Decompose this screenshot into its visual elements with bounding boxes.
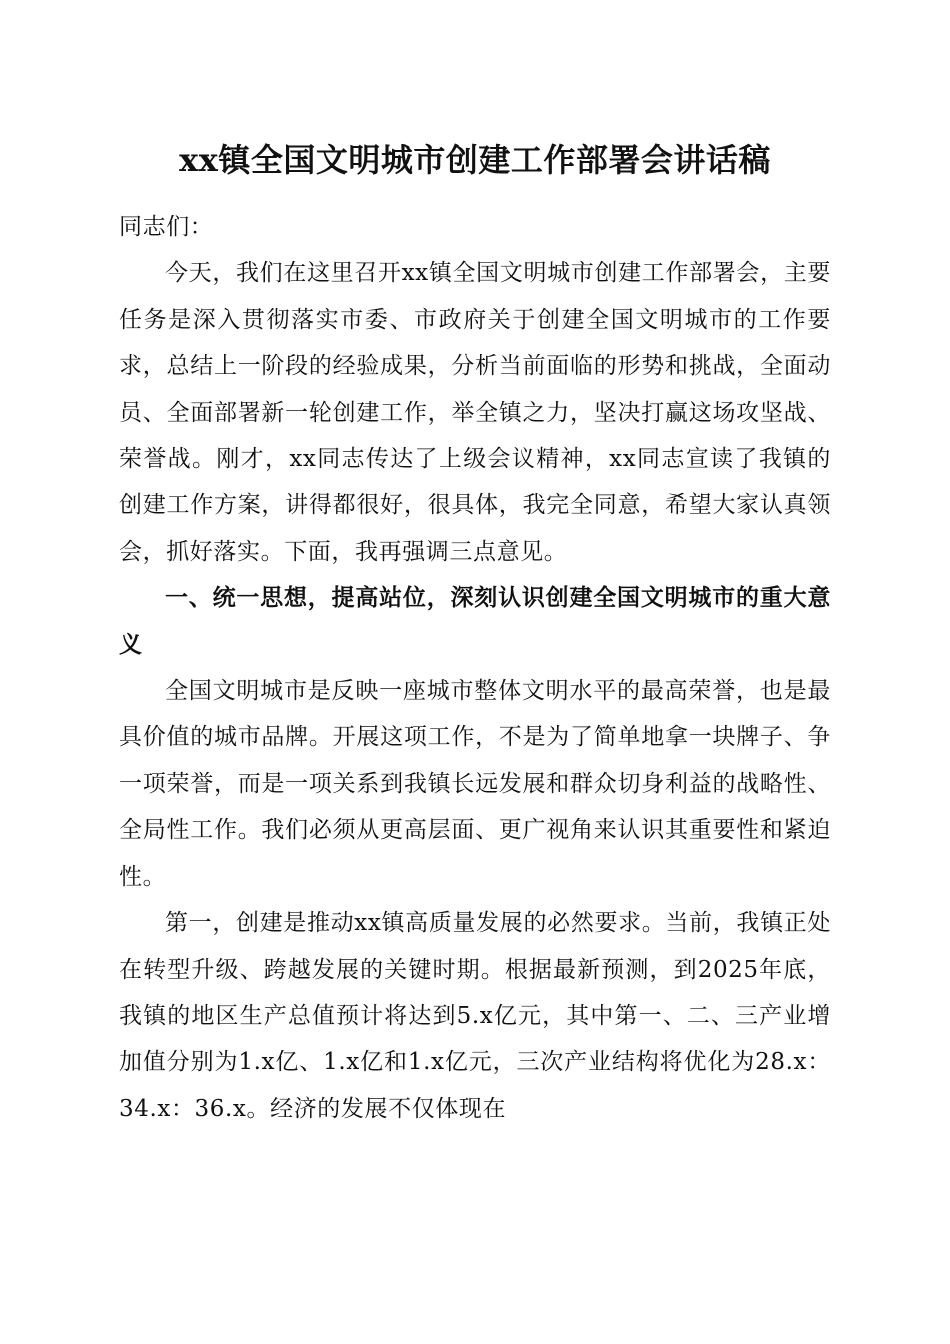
paragraph-significance: 全国文明城市是反映一座城市整体文明水平的最高荣誉，也是最具价值的城市品牌。开展这项工作，不是为了简单地拿一块牌子、争一项荣誉，而是一项关系到我镇长远发展和群众切身利益的战略性、全局性工作。我们必须从更高层面、更广视角来认识其重要性和紧迫性。 <box>119 678 831 890</box>
paragraph-first-point: 第一，创建是推动xx镇高质量发展的必然要求。当前，我镇正处在转型升级、跨越发展的关键时期。根据最新预测，到2025年底，我镇的地区生产总值预计将达到5.x亿元，其中第一、二、三产业增加值分别为1.x亿、1.x亿和1.x亿元，三次产业结构将优化为28.x：34.x：36.x。经济的发展不仅体现在 <box>119 910 831 1122</box>
document-body <box>119 204 831 1132</box>
paragraph-intro: 今天，我们在这里召开xx镇全国文明城市创建工作部署会，主要任务是深入贯彻落实市委、市政府关于创建全国文明城市的工作要求，总结上一阶段的经验成果，分析当前面临的形势和挑战，全面动员、全面部署新一轮创建工作，举全镇之力，坚决打赢这场攻坚战、荣誉战。刚才，xx同志传达了上级会议精神，xx同志宣读了我镇的创建工作方案，讲得都很好，很具体，我完全同意，希望大家认真领会，抓好落实。下面，我再强调三点意见。 <box>119 260 831 565</box>
document-title: xx镇全国文明城市创建工作部署会讲话稿 <box>179 141 771 179</box>
salutation: 同志们： <box>119 214 214 240</box>
section-heading-1: 一、统一思想，提高站位，深刻认识创建全国文明城市的重大意义 <box>119 585 831 658</box>
